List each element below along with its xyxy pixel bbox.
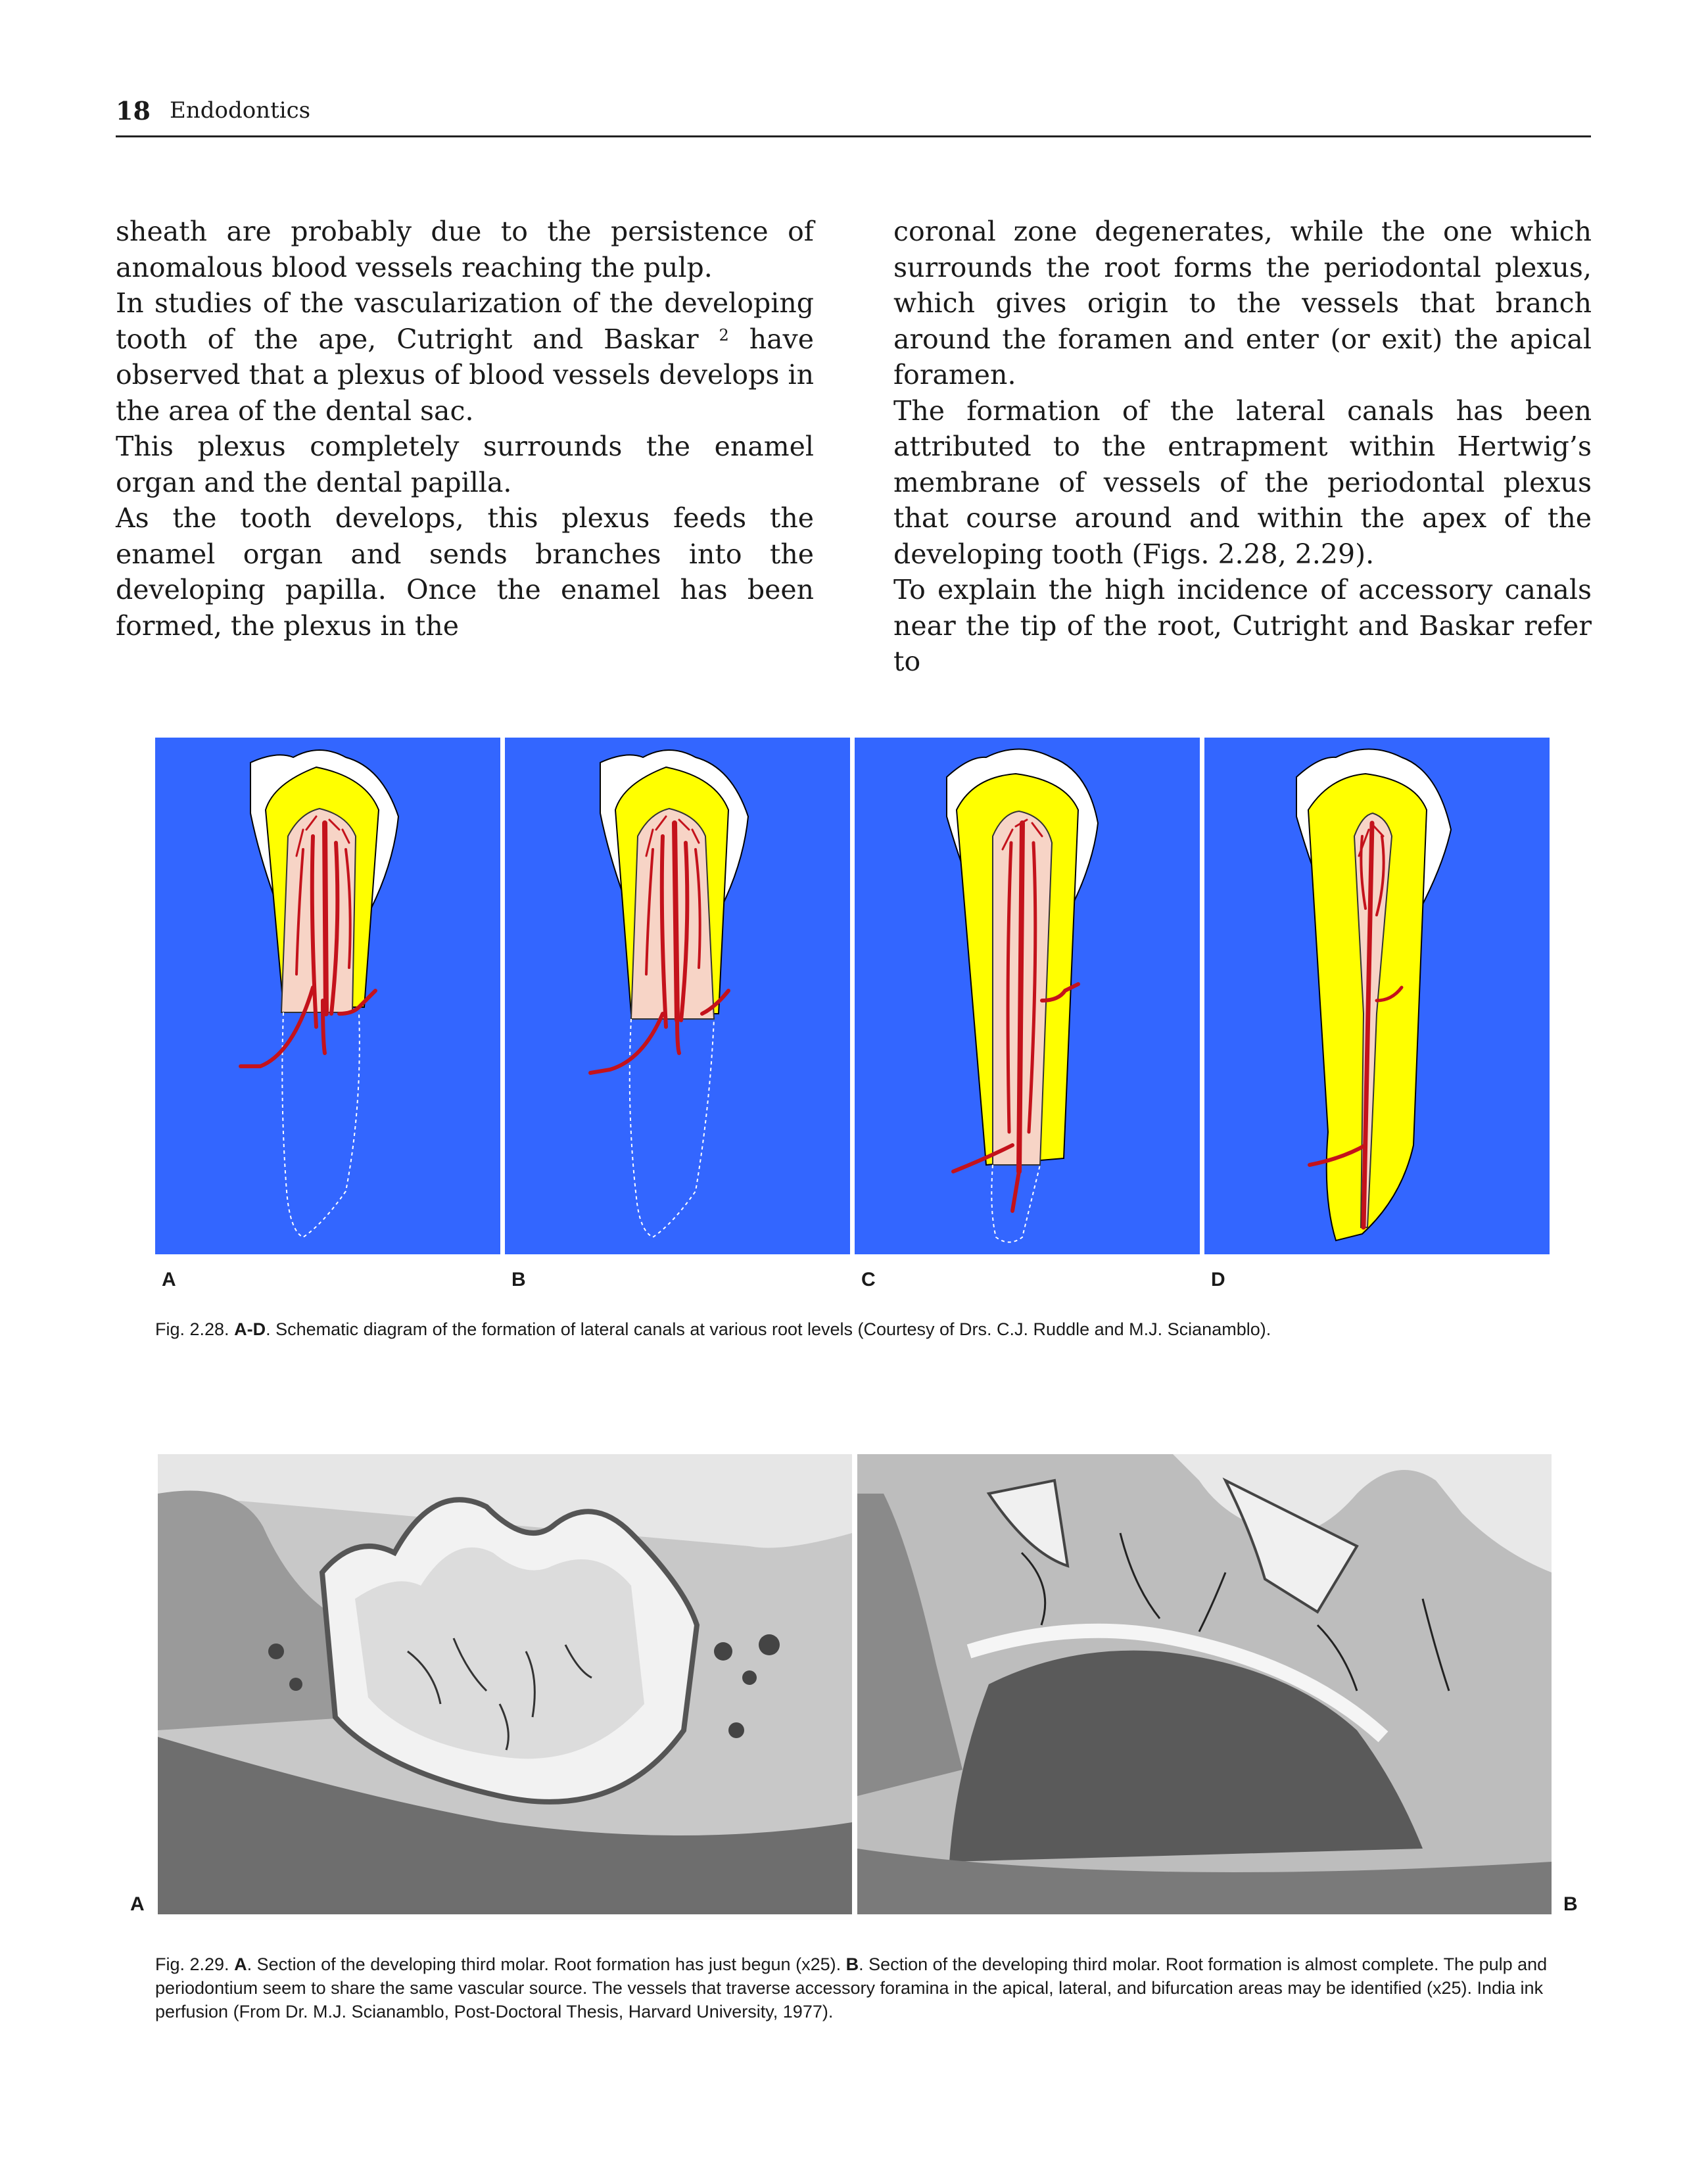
paragraph: To explain the high incidence of accessory canals near the tip of the root, Cutright and Baskar refer to (893, 574, 1592, 677)
fig-2-29-label-b: B (1563, 1893, 1578, 1915)
caption-panels: A-D (234, 1319, 266, 1339)
citation-superscript: 2 (719, 325, 729, 344)
caption-number: Fig. 2.28. (155, 1319, 229, 1339)
paragraph-text: In studies of the vascularization of the developing tooth of the ape, Cutright and Baskar (116, 287, 814, 355)
body-left-column (116, 214, 814, 644)
fig-2-29-photo-a (158, 1454, 852, 1914)
paragraph: The formation of the lateral canals has been attributed to the entrapment within Hertwig’s membrane of vessels of the periodontal plexus that course around and within the apex of the developing tooth (Figs. 2.28, 2.29). (893, 394, 1592, 570)
caption-text: . Schematic diagram of the formation of lateral canals at various root levels (Courtesy of Drs. C.J. Ruddle and M.J. Scianamblo). (266, 1319, 1271, 1339)
caption-panel-a: A (234, 1954, 247, 1974)
paragraph-text: have observed that a plexus of blood vessels develops in the area of the dental sac. (116, 323, 814, 427)
fig-2-28-caption (155, 1317, 1552, 1341)
caption-text-b: . Section of the developing third molar. Root formation is almost complete. The pulp and periodontium seem to share the same vascular source. The vessels that traverse accessory foramina in the apical, lateral, and bifurcation areas may be identified (x25). India ink perfusion (From Dr. M.J. Scianamblo, Post-Doctoral Thesis, Harvard University, 1977). (155, 1954, 1548, 2021)
fig-2-29-label-a: A (130, 1893, 145, 1915)
figure-2-28 (155, 738, 1552, 1254)
running-header (116, 96, 1591, 137)
fig-2-28-label-c: C (861, 1269, 876, 1290)
fig-2-28-label-b: B (511, 1269, 526, 1290)
running-title: Endodontics (170, 97, 311, 124)
fig-2-28-panel-a (155, 738, 500, 1254)
page-number: 18 (116, 96, 151, 126)
body-right-column (893, 214, 1592, 680)
fig-2-28-panel-b (505, 738, 850, 1254)
caption-panel-b: B (845, 1954, 859, 1974)
fig-2-29-photo-b (857, 1454, 1552, 1914)
paragraph: coronal zone degenerates, while the one which surrounds the root forms the periodontal plexus, which gives origin to the vessels that branch around the foramen and enter (or exit) the apical foramen. (893, 216, 1592, 390)
caption-text-a: . Section of the developing third molar. Root formation has just begun (x25). (247, 1954, 842, 1974)
caption-number: Fig. 2.29. (155, 1954, 229, 1974)
paragraph (116, 285, 814, 429)
fig-2-29-caption (155, 1952, 1552, 2023)
paragraph: This plexus completely surrounds the enamel organ and the dental papilla. (116, 431, 814, 498)
fig-2-28-label-d: D (1211, 1269, 1225, 1290)
paragraph: sheath are probably due to the persistence of anomalous blood vessels reaching the pulp. (116, 216, 814, 283)
fig-2-28-panel-d (1204, 738, 1550, 1254)
fig-2-28-panel-c (855, 738, 1200, 1254)
fig-2-28-label-a: A (162, 1269, 176, 1290)
paragraph: As the tooth develops, this plexus feeds the enamel organ and sends branches into the developing papilla. Once the enamel has been formed, the plexus in the (116, 502, 814, 642)
